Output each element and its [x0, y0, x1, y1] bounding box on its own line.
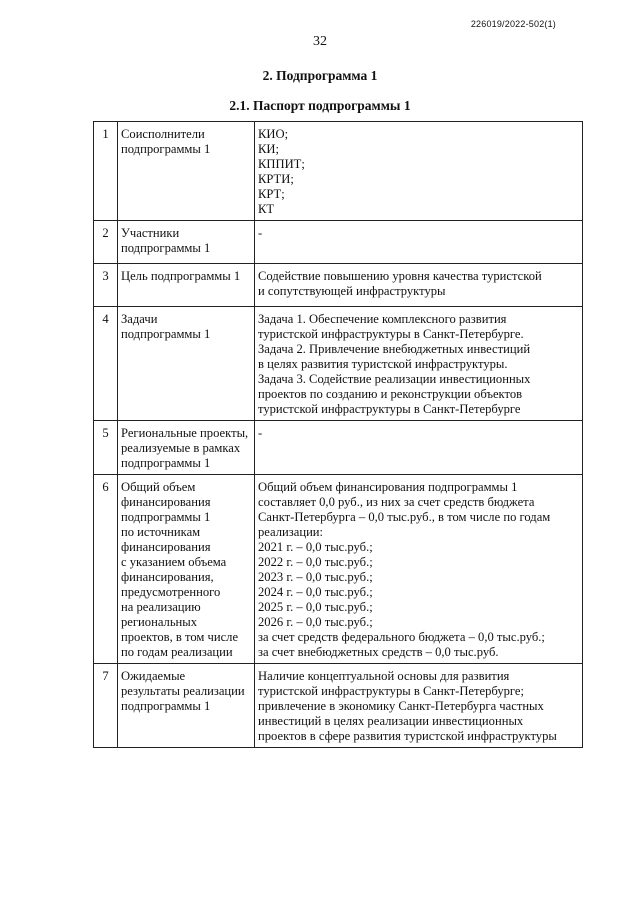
row-number: 1 [94, 122, 118, 221]
cell-line: КТ [258, 202, 275, 216]
cell-line: региональных [121, 615, 198, 629]
cell-line: - [258, 226, 263, 240]
cell-line: финансирования [121, 540, 211, 554]
cell-line: привлечение в экономику Санкт-Петербурга частных [258, 699, 544, 713]
row-number: 5 [94, 421, 118, 475]
section-title: 2. Подпрограмма 1 [262, 68, 378, 83]
row-name [118, 264, 255, 307]
row-number: 2 [94, 221, 118, 264]
cell-line: Задача 1. Обеспечение комплексного развития [258, 312, 507, 326]
cell-line: финансирования [121, 495, 211, 509]
table-row [94, 475, 583, 664]
row-value [255, 475, 583, 664]
table-row [94, 122, 583, 221]
cell-line: реализации: [258, 525, 324, 539]
row-value [255, 221, 583, 264]
row-name [118, 664, 255, 748]
subsection-title: 2.1. Паспорт подпрограммы 1 [229, 98, 411, 113]
cell-line: Ожидаемые [121, 669, 186, 683]
cell-line: Общий объем финансирования подпрограммы 1 [258, 480, 518, 494]
cell-line: подпрограммы 1 [121, 510, 211, 524]
cell-line: Соисполнители [121, 127, 205, 141]
cell-line: финансирования, [121, 570, 214, 584]
cell-line: 2024 г. – 0,0 тыс.руб.; [258, 585, 373, 599]
cell-line: за счет средств федерального бюджета – 0,0 тыс.руб.; [258, 630, 545, 644]
cell-line: по источникам [121, 525, 201, 539]
row-value [255, 122, 583, 221]
cell-line: 2022 г. – 0,0 тыс.руб.; [258, 555, 373, 569]
table-row [94, 307, 583, 421]
cell-line: КППИТ; [258, 157, 305, 171]
cell-line: за счет внебюджетных средств – 0,0 тыс.руб. [258, 645, 499, 659]
cell-line: Задача 3. Содействие реализации инвестиционных [258, 372, 531, 386]
table-row [94, 421, 583, 475]
cell-line: на реализацию [121, 600, 201, 614]
cell-line: КРТИ; [258, 172, 294, 186]
cell-line: - [258, 426, 263, 440]
cell-line: Региональные проекты, [121, 426, 249, 440]
row-name [118, 122, 255, 221]
cell-line: проектов по созданию и реконструкции объектов [258, 387, 523, 401]
table-row [94, 264, 583, 307]
row-number: 3 [94, 264, 118, 307]
cell-line: по годам реализации [121, 645, 233, 659]
cell-line: проектов в сфере развития туристской инфраструктуры [258, 729, 557, 743]
cell-line: с указанием объема [121, 555, 227, 569]
cell-line: инвестиций в целях реализации инвестиционных [258, 714, 524, 728]
cell-line: туристской инфраструктуры в Санкт-Петербурге [258, 402, 521, 416]
cell-line: Санкт-Петербурга – 0,0 тыс.руб., в том числе по годам [258, 510, 551, 524]
cell-line: КРТ; [258, 187, 285, 201]
row-name [118, 221, 255, 264]
cell-line: составляет 0,0 руб., из них за счет средств бюджета [258, 495, 535, 509]
row-name [118, 421, 255, 475]
row-value [255, 264, 583, 307]
cell-line: Общий объем [121, 480, 196, 494]
cell-line: подпрограммы 1 [121, 327, 211, 341]
cell-line: туристской инфраструктуры в Санкт-Петербурге. [258, 327, 524, 341]
cell-line: Наличие концептуальной основы для развития [258, 669, 510, 683]
cell-line: КИО; [258, 127, 289, 141]
cell-line: подпрограммы 1 [121, 699, 211, 713]
cell-line: результаты реализации [121, 684, 245, 698]
row-value [255, 664, 583, 748]
row-name [118, 307, 255, 421]
table-row [94, 664, 583, 748]
cell-line: подпрограммы 1 [121, 142, 211, 156]
passport-table [93, 121, 583, 748]
cell-line: предусмотренного [121, 585, 221, 599]
row-number: 4 [94, 307, 118, 421]
cell-line: проектов, в том числе [121, 630, 239, 644]
cell-line: Участники [121, 226, 180, 240]
cell-line: Задачи [121, 312, 158, 326]
cell-line: реализуемые в рамках [121, 441, 241, 455]
cell-line: 2026 г. – 0,0 тыс.руб.; [258, 615, 373, 629]
row-value [255, 421, 583, 475]
cell-line: Задача 2. Привлечение внебюджетных инвестиций [258, 342, 531, 356]
cell-line: Содействие повышению уровня качества туристской [258, 269, 542, 283]
cell-line: подпрограммы 1 [121, 241, 211, 255]
cell-line: 2021 г. – 0,0 тыс.руб.; [258, 540, 373, 554]
cell-line: КИ; [258, 142, 279, 156]
table-row [94, 221, 583, 264]
row-name [118, 475, 255, 664]
row-number: 7 [94, 664, 118, 748]
page-number: 32 [313, 34, 327, 49]
row-number: 6 [94, 475, 118, 664]
cell-line: и сопутствующей инфраструктуры [258, 284, 446, 298]
cell-line: в целях развития туристской инфраструктуры. [258, 357, 508, 371]
cell-line: Цель подпрограммы 1 [121, 269, 241, 283]
document-id: 226019/2022-502(1) [470, 19, 556, 29]
cell-line: подпрограммы 1 [121, 456, 211, 470]
row-value [255, 307, 583, 421]
cell-line: туристской инфраструктуры в Санкт-Петербурге; [258, 684, 525, 698]
cell-line: 2025 г. – 0,0 тыс.руб.; [258, 600, 373, 614]
cell-line: 2023 г. – 0,0 тыс.руб.; [258, 570, 373, 584]
